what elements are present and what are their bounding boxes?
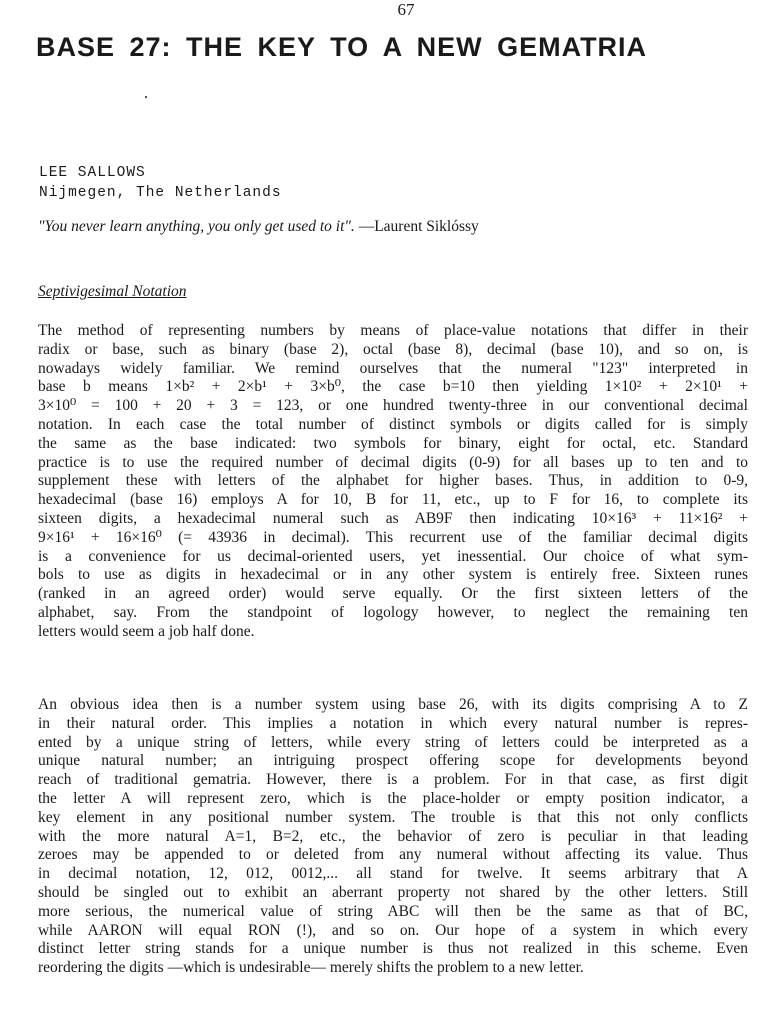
paragraph-2-line: with the more natural A=1, B=2, etc., the behavior of zero is peculiar in that leading [38, 827, 748, 845]
epigraph-attribution: —Laurent Siklóssy [358, 218, 479, 235]
epigraph [38, 217, 758, 237]
paragraph-2-line: zeroes may be appended to or deleted from any numeral without affecting its value. Thus [38, 846, 748, 864]
paragraph-1-line: hexadecimal (base 16) employs A for 10, B for 11, etc., up to F for 16, to complete its [38, 491, 748, 509]
paragraph-1-line: base b means 1×b² + 2×b¹ + 3×b⁰, the case b=10 then yielding 1×10² + 2×10¹ + [38, 378, 748, 396]
paragraph-2-line: more serious, the numerical value of string ABC will then be the same as that of BC, [38, 902, 748, 920]
scan-speck [145, 96, 147, 98]
paragraph-1-line: The method of representing numbers by means of place-value notations that differ in their [38, 322, 748, 339]
paragraph-1-line: is a convenience for us decimal-oriented users, yet inessential. Our choice of what sym- [38, 547, 748, 565]
paragraph-2-line: the letter A will represent zero, which is the place-holder or empty position indicator, a [38, 789, 748, 807]
paragraph-1-line: radix or base, such as binary (base 2), octal (base 8), decimal (base 10), and so on, is [38, 340, 748, 358]
paragraph-1-line: supplement these with letters of the alphabet for higher bases. Thus, in addition to 0-9, [38, 472, 748, 490]
page-number: 67 [397, 0, 415, 19]
paragraph-2-line: while AARON will equal RON (!), and so on. Our hope of a system in which every [38, 921, 748, 939]
paragraph-2-line: reordering the digits —which is undesirable— merely shifts the problem to a new letter. [38, 959, 584, 977]
paragraph-2-line: distinct letter string stands for a unique number is thus not realized in this scheme. Even [38, 940, 748, 958]
paragraph-1-line: the same as the base indicated: two symbols for binary, eight for octal, etc. Standard [38, 434, 748, 452]
paragraph-1-line: sixteen digits, a hexadecimal numeral such as AB9F then indicating 10×16³ + 11×16² + [38, 509, 748, 527]
paragraph-2-line: key element in any positional number system. The trouble is that this not only conflicts [38, 808, 748, 826]
paragraph-2-line: in decimal notation, 12, 012, 0012,... all stand for twelve. It seems arbitrary that A [38, 865, 748, 883]
paragraph-1-line: practice is to use the required number of decimal digits (0-9) for all bases up to ten and to [38, 453, 748, 471]
paragraph-1-line: nowadays widely familiar. We remind ourselves that the numeral "123" interpreted in [38, 359, 748, 377]
paragraph-1-line: bols to use as digits in hexadecimal or in any other system is entirely free. Sixteen runes [38, 566, 748, 584]
paragraph-1-line: notation. In each case the total number of distinct symbols or digits called for is simply [38, 415, 748, 433]
paragraph-1-line: alphabet, say. From the standpoint of logology however, to neglect the remaining ten [38, 603, 748, 621]
paragraph-1-line: (ranked in an agreed order) would serve equally. Or the first sixteen letters of the [38, 585, 748, 603]
section-heading: Septivigesimal Notation [38, 283, 187, 300]
author-affiliation: Nijmegen, The Netherlands [39, 185, 282, 201]
paragraph-2-line: in their natural order. This implies a notation in which every natural number is repres- [38, 714, 748, 732]
paragraph-2-line: should be singled out to exhibit an aberrant property not shared by the other letters. Still [38, 883, 748, 901]
paragraph-1-line: 9×16¹ + 16×16⁰ (= 43936 in decimal). This recurrent use of the familiar decimal digits [38, 528, 748, 546]
paragraph-1 [38, 322, 748, 642]
article-title: BASE 27: THE KEY TO A NEW GEMATRIA [36, 32, 648, 62]
paragraph-2-line: unique natural number; an intriguing prospect offering scope for developments beyond [38, 752, 748, 770]
paragraph-2-line: An obvious idea then is a number system using base 26, with its digits comprising A to Z [38, 696, 748, 713]
author-name: LEE SALLOWS [39, 165, 146, 181]
paragraph-2 [38, 696, 748, 978]
paragraph-1-line: letters would seem a job half done. [38, 622, 255, 640]
author-block [39, 163, 282, 203]
paragraph-1-line: 3×10⁰ = 100 + 20 + 3 = 123, or one hundred twenty-three in our conventional decimal [38, 397, 748, 415]
paragraph-2-line: reach of traditional gematria. However, there is a problem. For in that case, as first digit [38, 771, 748, 789]
paragraph-2-line: ented by a unique string of letters, while every string of letters could be interpreted as a [38, 733, 748, 751]
epigraph-quote: "You never learn anything, you only get used to it". [38, 218, 355, 235]
